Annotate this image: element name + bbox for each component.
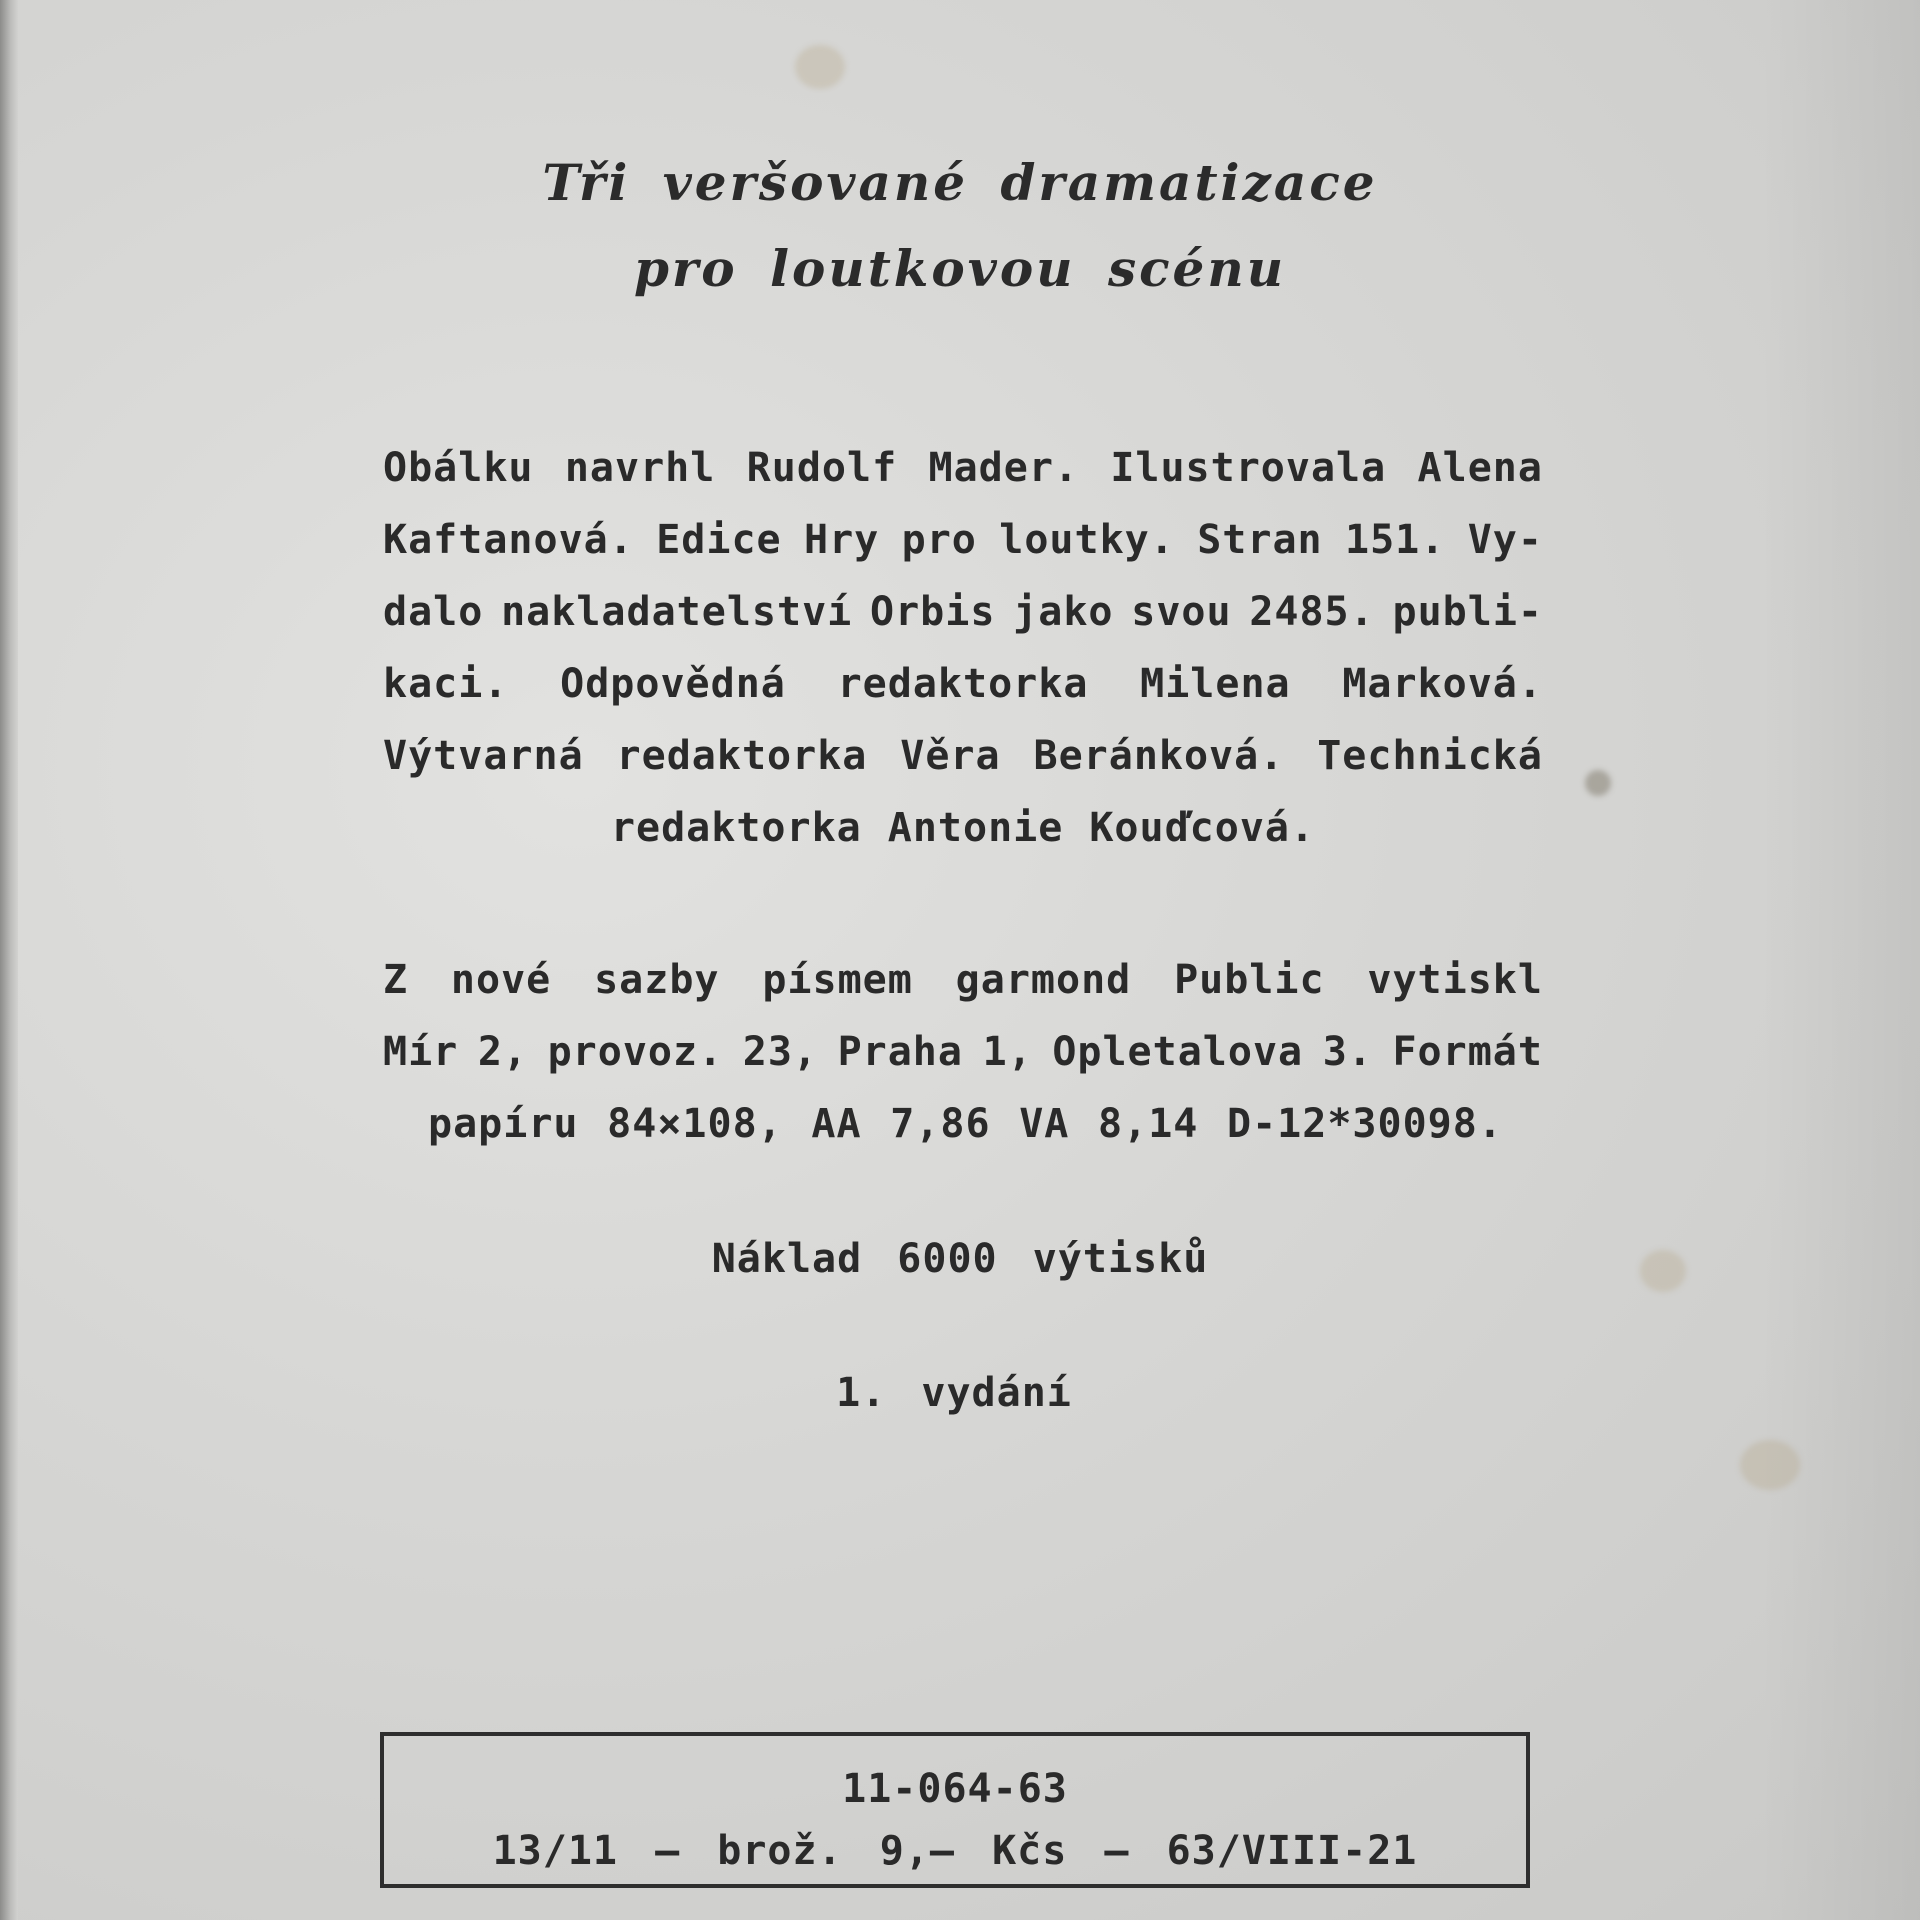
credits-word: redaktorka <box>837 661 1089 707</box>
credits-word: Mader. <box>928 445 1079 491</box>
printing-line <box>383 1016 1543 1088</box>
credits-word: Antonie <box>887 805 1064 851</box>
subtitle-line-2: pro loutkovou scénu <box>633 239 1287 298</box>
printing-word: 2, <box>477 1029 528 1075</box>
printing-word: 1, <box>982 1029 1033 1075</box>
credits-line <box>383 720 1543 792</box>
credits-word: Výtvarná <box>383 733 584 779</box>
credits-paragraph <box>383 432 1543 864</box>
printing-word: nové <box>450 957 552 1003</box>
credits-word: redaktorka <box>616 733 868 779</box>
credits-word: Věra <box>900 733 1001 779</box>
credits-word: redaktorka <box>610 805 862 851</box>
catalog-code: 11-064-63 <box>842 1766 1068 1812</box>
credits-word: Orbis <box>869 589 996 635</box>
credits-line <box>383 792 1543 864</box>
printing-word: 7,86 <box>890 1101 991 1147</box>
paper-stain <box>795 45 845 89</box>
printing-word: 23, <box>742 1029 818 1075</box>
credits-line <box>383 648 1543 720</box>
printing-word: 3. <box>1322 1029 1373 1075</box>
credits-word: nakladatelství <box>501 589 853 635</box>
printing-word: vytiskl <box>1367 957 1543 1003</box>
edition-number: 1. vydání <box>836 1370 1072 1416</box>
credits-word: kaci. <box>383 661 509 707</box>
credits-word: pro <box>901 517 977 563</box>
edition-size: Náklad 6000 výtisků <box>711 1236 1209 1282</box>
subtitle-line-1: Tři veršované dramatizace <box>542 153 1378 212</box>
printing-word: D-12*30098. <box>1227 1101 1503 1147</box>
cut-off-heading <box>1170 0 1550 10</box>
credits-word: Edice <box>656 517 782 563</box>
printing-word: VA <box>1019 1101 1070 1147</box>
printing-word: 84×108, <box>607 1101 783 1147</box>
credits-word: Odpovědná <box>560 661 786 707</box>
credits-word: Technická <box>1317 733 1543 779</box>
printing-line <box>383 1088 1543 1160</box>
credits-word: loutky. <box>999 517 1175 563</box>
price-line: 13/11 — brož. 9,— Kčs — 63/VIII-21 <box>492 1828 1418 1874</box>
printing-line <box>383 944 1543 1016</box>
credits-word: Alena <box>1417 445 1543 491</box>
printing-word: Public <box>1174 957 1325 1003</box>
credits-word: publi- <box>1392 589 1543 635</box>
credits-word: svou <box>1131 589 1232 635</box>
credits-word: Obálku <box>383 445 534 491</box>
printing-word: Opletalova <box>1052 1029 1304 1075</box>
printing-word: provoz. <box>547 1029 724 1075</box>
printing-word: AA <box>811 1101 862 1147</box>
printing-word: Mír <box>383 1029 459 1075</box>
credits-word: jako <box>1013 589 1114 635</box>
credits-word: Marková. <box>1342 661 1543 707</box>
credits-word: Hry <box>804 517 880 563</box>
credits-word: Rudolf <box>746 445 898 491</box>
credits-word: Kaftanová. <box>383 517 634 563</box>
colophon-box <box>380 1732 1530 1888</box>
printing-word: 8,14 <box>1098 1101 1199 1147</box>
printing-word: Praha <box>837 1029 963 1075</box>
printing-word: Z <box>383 957 409 1003</box>
credits-word: Beránková. <box>1033 733 1285 779</box>
credits-line <box>383 576 1543 648</box>
credits-word: 2485. <box>1249 589 1375 635</box>
printing-word: garmond <box>955 957 1132 1003</box>
credits-word: Kouďcová. <box>1089 805 1316 851</box>
paper-stain <box>1585 770 1611 796</box>
printing-word: Formát <box>1392 1029 1543 1075</box>
credits-word: dalo <box>383 589 484 635</box>
credits-word: 151. <box>1345 517 1446 563</box>
paper-stain <box>1740 1440 1800 1490</box>
printing-word: písmem <box>762 957 913 1003</box>
credits-word: Milena <box>1140 661 1291 707</box>
credits-word: navrhl <box>564 445 716 491</box>
credits-line <box>383 504 1543 576</box>
subtitle <box>0 140 1920 312</box>
printing-word: papíru <box>428 1101 579 1147</box>
credits-word: Stran <box>1197 517 1323 563</box>
printing-word: sazby <box>594 957 720 1003</box>
credits-word: Vy- <box>1467 517 1543 563</box>
credits-line <box>383 432 1543 504</box>
credits-word: Ilustrovala <box>1110 445 1387 491</box>
printing-paragraph <box>383 944 1543 1160</box>
